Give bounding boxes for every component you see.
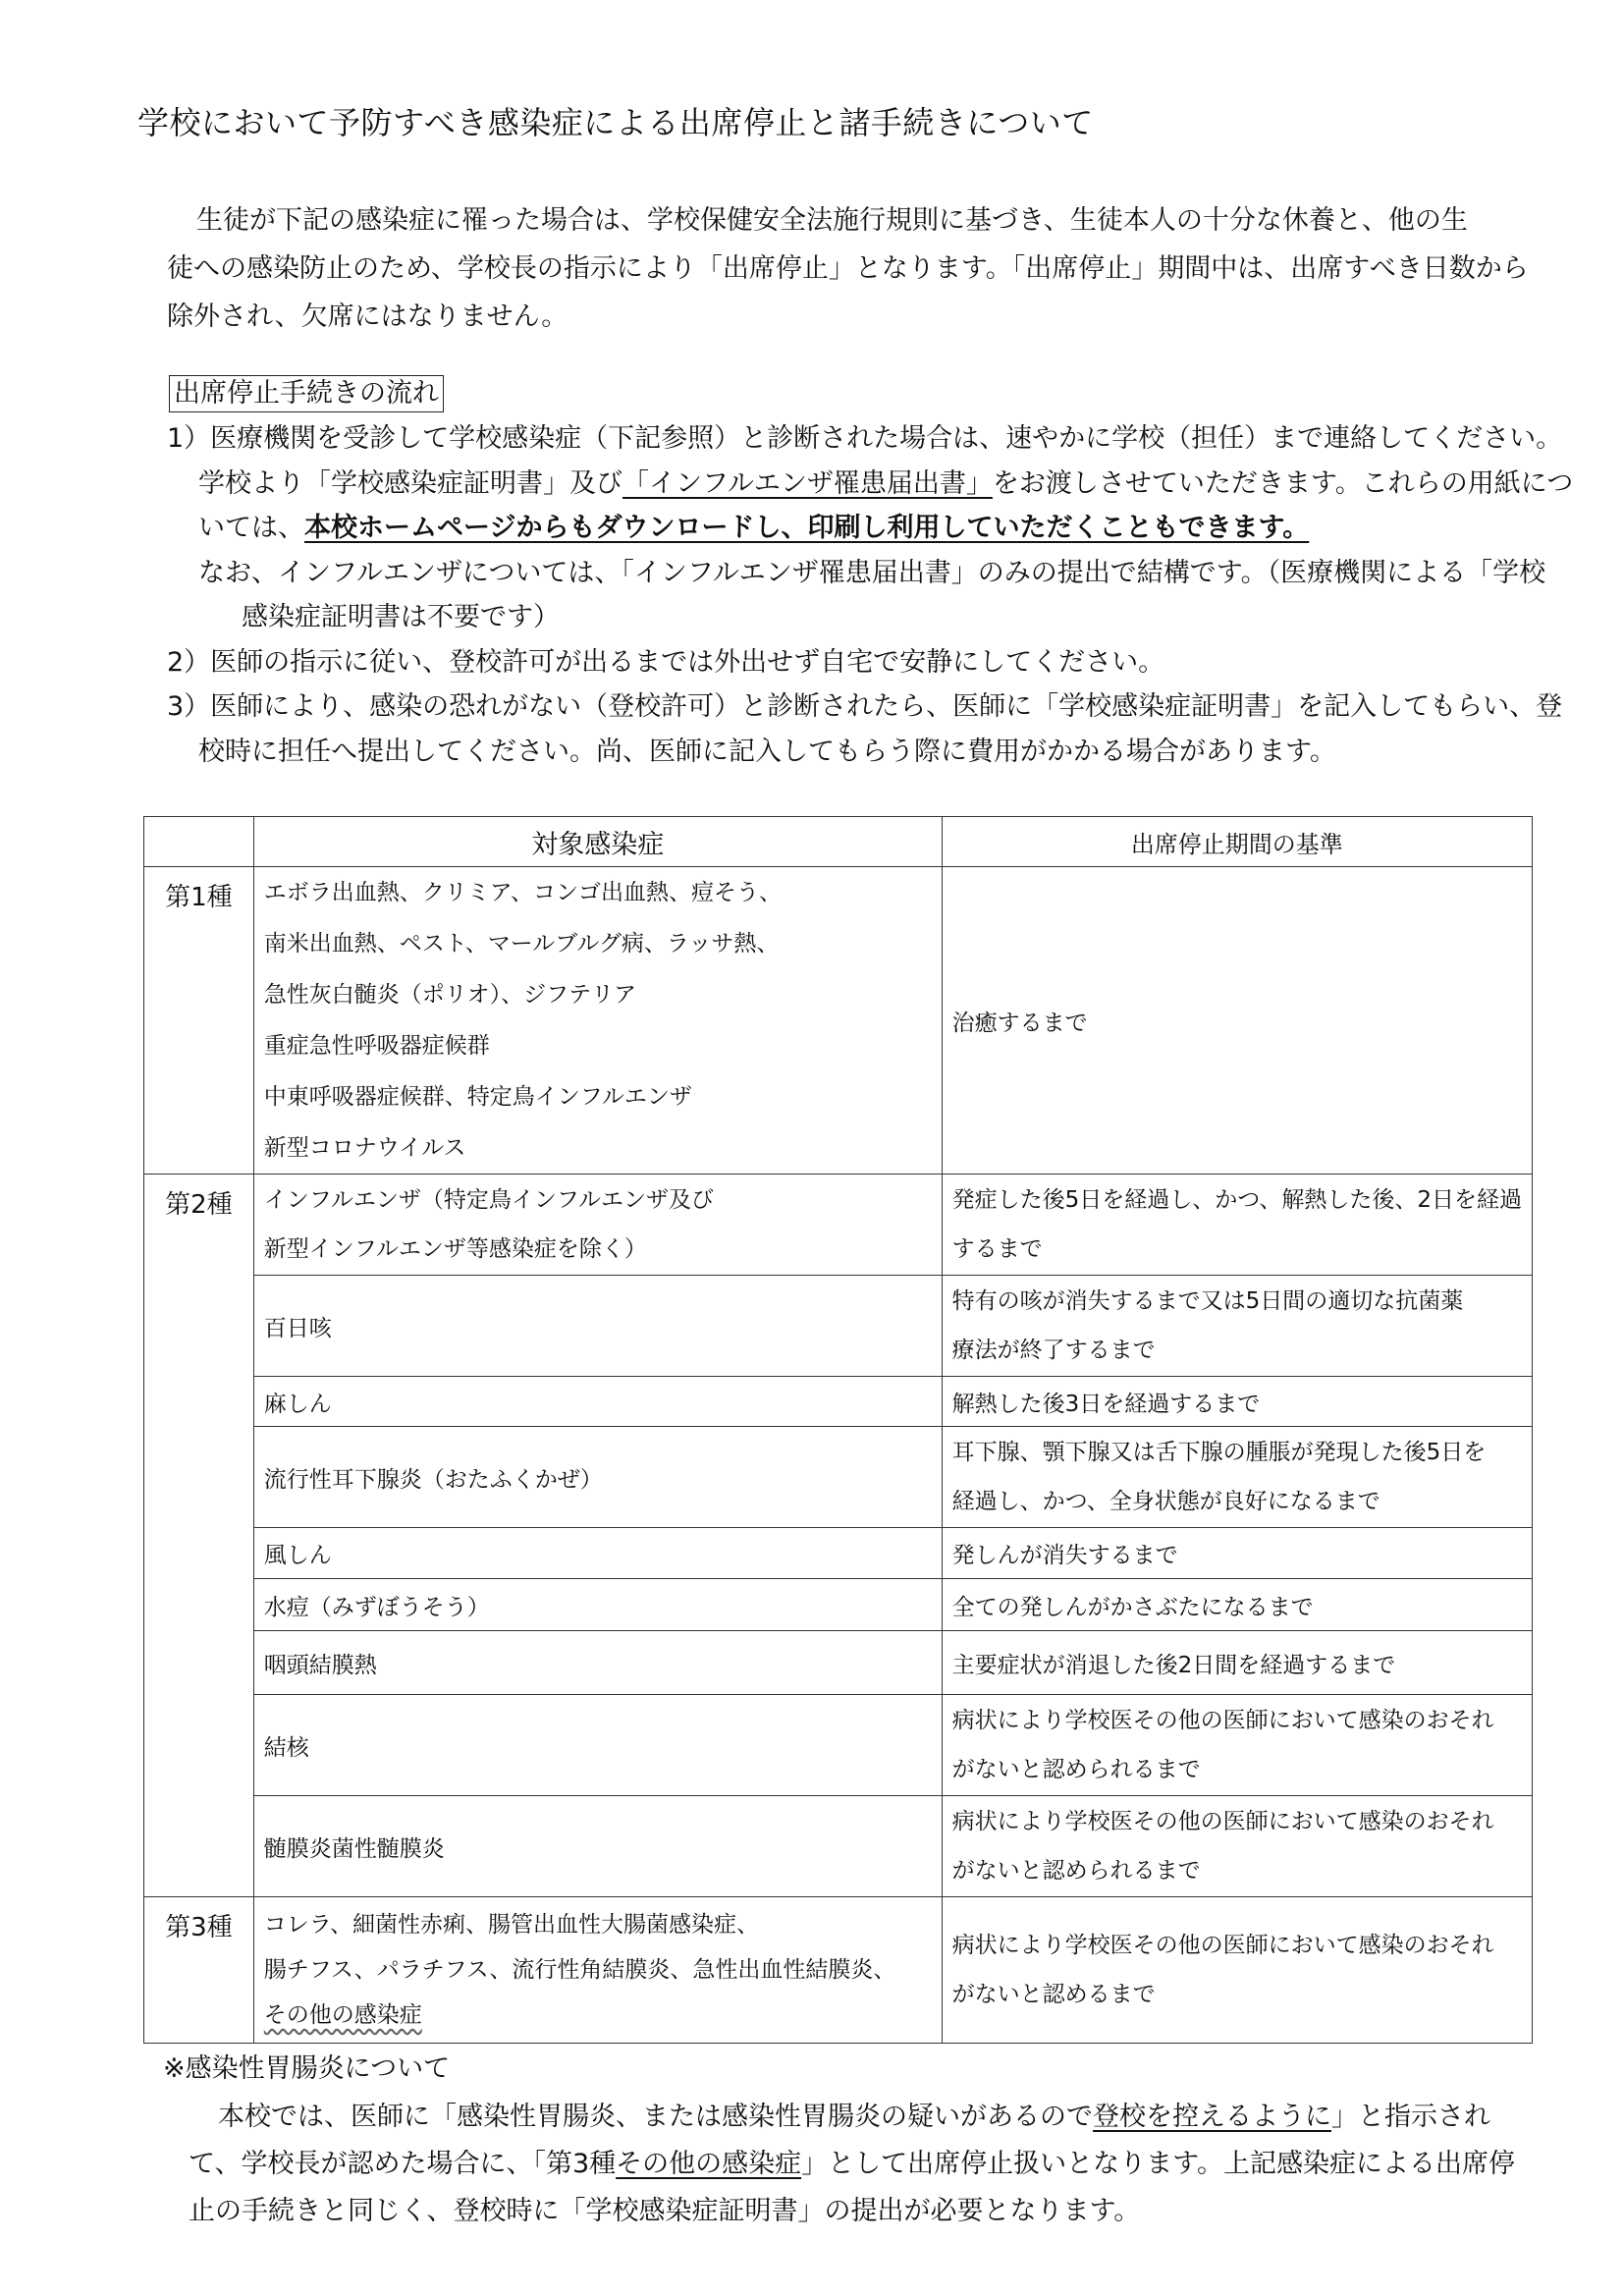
table-header-period: 出席停止期間の基準 — [942, 817, 1532, 867]
table-row — [144, 1175, 1533, 1276]
period-cell: 病状により学校医その他の医師において感染のおそれ がないと認められるまで — [942, 1796, 1532, 1897]
disease-cell: 結核 — [253, 1695, 942, 1796]
period-cell: 治癒するまで — [942, 867, 1532, 1175]
period-cell: 解熱した後3日を経過するまで — [942, 1377, 1532, 1427]
disease-cell: インフルエンザ（特定鳥インフルエンザ及び 新型インフルエンザ等感染症を除く） — [253, 1175, 942, 1276]
period-cell: 全ての発しんがかさぶたになるまで — [942, 1579, 1532, 1631]
step-2-line: 2）医師の指示に従い、登校許可が出るまでは外出せず自宅で安静にしてください。 — [167, 646, 1165, 678]
disease-cell: 髄膜炎菌性髄膜炎 — [253, 1796, 942, 1897]
group-label: 第1種 — [144, 867, 254, 1175]
homepage-download-note: 本校ホームページからもダウンロードし、印刷し利用していただくこともできます。 — [304, 513, 1310, 543]
disease-cell: 百日咳 — [253, 1276, 942, 1377]
table-row — [144, 1695, 1533, 1796]
table-row — [144, 1897, 1533, 2044]
group-label: 第2種 — [144, 1175, 254, 1897]
table-row — [144, 1377, 1533, 1427]
step-1-line: 感染症証明書は不要です） — [242, 602, 560, 632]
note-title: ※感染性胃腸炎について — [163, 2053, 451, 2084]
intro-line: 徒への感染防止のため、学校長の指示により「出席停止」となります。「出席停止」期間中は、出席すべき日数から — [167, 253, 1529, 284]
table-row — [144, 1631, 1533, 1695]
page-title: 学校において予防すべき感染症による出席停止と諸手続きについて — [137, 104, 1094, 141]
refrain-from-school-phrase: 登校を控えるように — [1093, 2102, 1331, 2132]
section-label: 出席停止手続きの流れ — [169, 375, 444, 412]
period-cell: 特有の咳が消失するまで又は5日間の適切な抗菌薬 療法が終了するまで — [942, 1276, 1532, 1377]
step-1-line: なお、インフルエンザについては、「インフルエンザ罹患届出書」のみの提出で結構です。（医療機関による「学校 — [198, 557, 1546, 588]
note-line: 本校では、医師に「感染性胃腸炎、または感染性胃腸炎の疑いがあるので登校を控えるように」と指示され — [218, 2102, 1490, 2132]
disease-cell: 咽頭結膜熱 — [253, 1631, 942, 1695]
table-header-row — [144, 817, 1533, 867]
disease-cell: エボラ出血熱、クリミア、コンゴ出血熱、痘そう、 南米出血熱、ペスト、マールブルグ病、ラッサ熱、 急性灰白髄炎（ポリオ）、ジフテリア 重症急性呼吸器症候群 中東呼吸器症候群、特定鳥インフルエンザ 新型コロナウイルス — [253, 867, 942, 1175]
table-row — [144, 1528, 1533, 1579]
influenza-form-link: 「インフルエンザ罹患届出書」 — [622, 467, 993, 499]
infectious-disease-table — [143, 816, 1533, 2044]
step-3-line: 校時に担任へ提出してください。尚、医師に記入してもらう際に費用がかかる場合があります。 — [198, 736, 1336, 767]
period-cell: 病状により学校医その他の医師において感染のおそれ がないと認められるまで — [942, 1695, 1532, 1796]
note-body — [189, 2094, 1563, 2235]
procedure-steps — [167, 416, 1574, 774]
period-cell: 主要症状が消退した後2日間を経過するまで — [942, 1631, 1532, 1695]
intro-line: 除外され、欠席にはなりません。 — [167, 301, 568, 332]
other-infectious-disease: その他の感染症 — [263, 2002, 422, 2028]
step-1-line: 1）医療機関を受診して学校感染症（下記参照）と診断された場合は、速やかに学校（担任）まで連絡してください。 — [167, 423, 1563, 454]
disease-cell: 風しん — [253, 1528, 942, 1579]
disease-cell: 流行性耳下腺炎（おたふくかぜ） — [253, 1427, 942, 1528]
table-row — [144, 1427, 1533, 1528]
step-1-line: いては、本校ホームページからもダウンロードし、印刷し利用していただくこともできます。 — [198, 513, 1310, 543]
disease-cell: 麻しん — [253, 1377, 942, 1427]
note-line: 止の手続きと同じく、登校時に「学校感染症証明書」の提出が必要となります。 — [189, 2196, 1141, 2226]
table-header-group — [144, 817, 254, 867]
table-header-disease: 対象感染症 — [253, 817, 942, 867]
other-infectious-disease-phrase: その他の感染症 — [616, 2149, 802, 2179]
table-row — [144, 1276, 1533, 1377]
period-cell: 発しんが消失するまで — [942, 1528, 1532, 1579]
period-cell: 耳下腺、顎下腺又は舌下腺の腫脹が発現した後5日を 経過し、かつ、全身状態が良好になるまで — [942, 1427, 1532, 1528]
intro-line: 生徒が下記の感染症に罹った場合は、学校保健安全法施行規則に基づき、生徒本人の十分な休養と、他の生 — [196, 205, 1468, 236]
disease-cell: 水痘（みずぼうそう） — [253, 1579, 942, 1631]
table-row — [144, 867, 1533, 1175]
table-row — [144, 1579, 1533, 1631]
step-1-line: 学校より「学校感染症証明書」及び「インフルエンザ罹患届出書」をお渡しさせていただきます。これらの用紙につ — [198, 467, 1574, 499]
group-label: 第3種 — [144, 1897, 254, 2044]
note-line: て、学校長が認めた場合に、「第3種その他の感染症」として出席停止扱いとなります。上記感染症による出席停 — [189, 2149, 1515, 2179]
table-row — [144, 1796, 1533, 1897]
period-cell: 発症した後5日を経過し、かつ、解熱した後、2日を経過 するまで — [942, 1175, 1532, 1276]
period-cell: 病状により学校医その他の医師において感染のおそれ がないと認めるまで — [942, 1897, 1532, 2044]
disease-cell: コレラ、細菌性赤痢、腸管出血性大腸菌感染症、 腸チフス、パラチフス、流行性角結膜炎、急性出血性結膜炎、 その他の感染症 — [253, 1897, 942, 2044]
intro-paragraph — [167, 196, 1542, 341]
step-3-line: 3）医師により、感染の恐れがない（登校許可）と診断されたら、医師に「学校感染症証明書」を記入してもらい、登 — [167, 691, 1563, 722]
